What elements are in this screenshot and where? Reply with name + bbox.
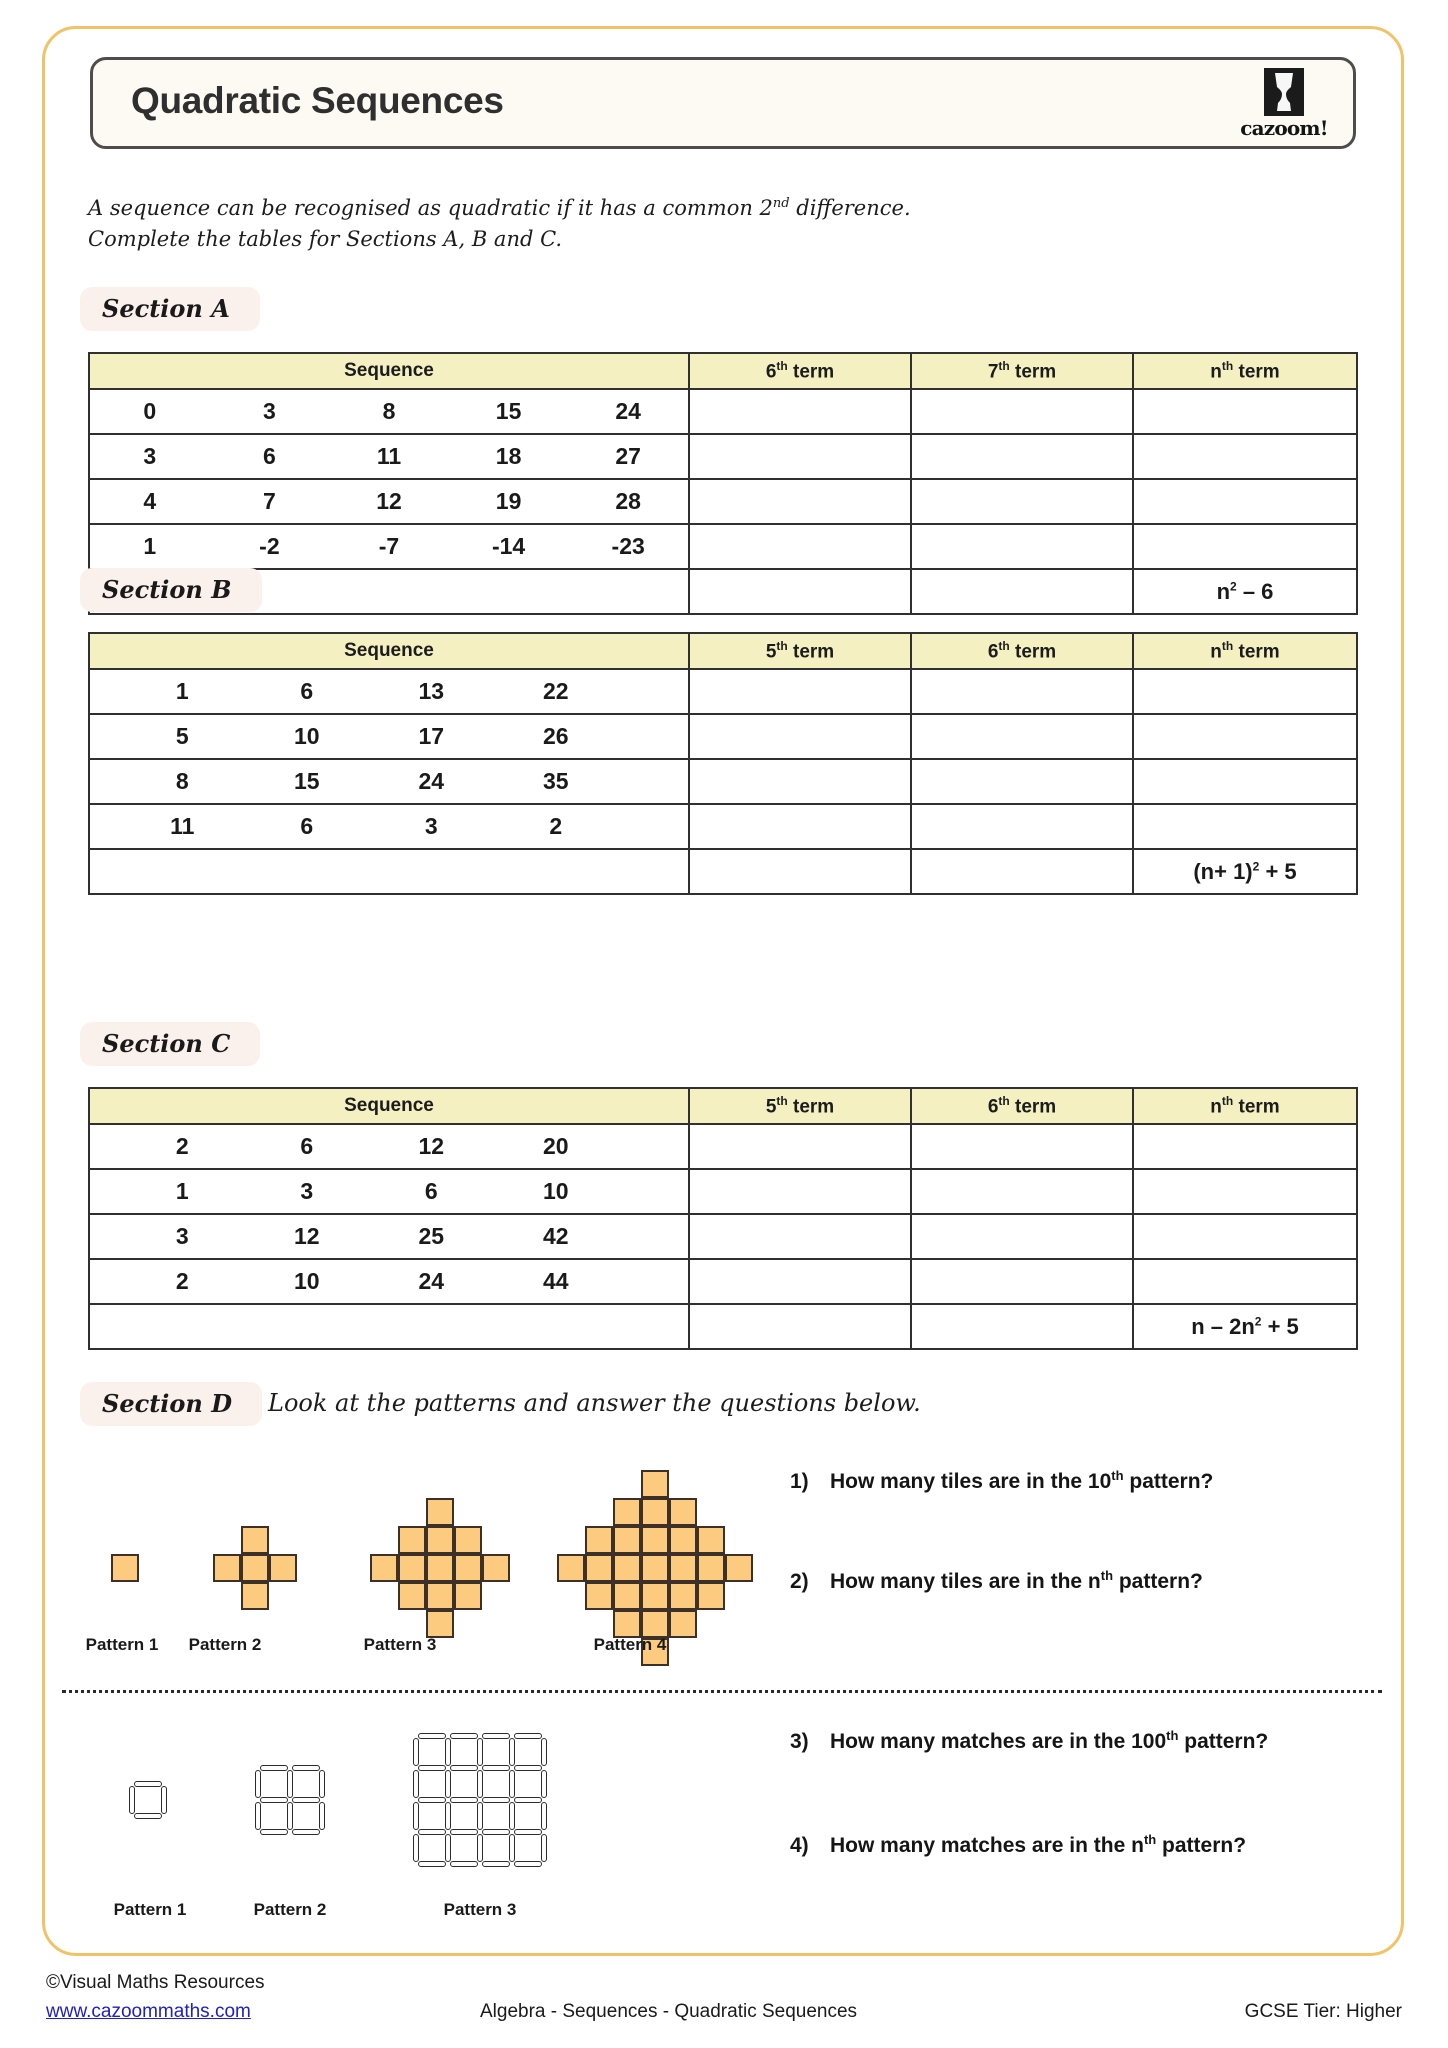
- cazoom-logo-text: cazoom!: [1240, 116, 1328, 140]
- matchstick-horizontal: [514, 1733, 542, 1739]
- pattern-tile: [482, 1554, 510, 1582]
- intro-line-1-sup: nd: [772, 196, 790, 211]
- seq-term: 35: [542, 768, 569, 794]
- matchstick-vertical: [255, 1770, 261, 1798]
- table-row-given-nth: [89, 569, 1357, 614]
- answer-cell-7th[interactable]: [911, 479, 1133, 524]
- pattern-tile: [241, 1526, 269, 1554]
- seq-term: 2: [175, 1133, 189, 1159]
- pattern-tile: [213, 1554, 241, 1582]
- question-1: [790, 1468, 1213, 1494]
- pattern-tile: [454, 1526, 482, 1554]
- pattern-tile: [370, 1554, 398, 1582]
- header-nth-term: $n^{th}$ term: [1133, 633, 1357, 669]
- seq-term: 22: [542, 678, 569, 704]
- matchstick-horizontal: [292, 1797, 320, 1803]
- tile-pattern-caption-1: Pattern 1: [85, 1635, 159, 1654]
- hourglass-glyph: [1264, 68, 1304, 116]
- question-3-number: 3): [790, 1730, 809, 1753]
- pattern-tile: [585, 1526, 613, 1554]
- pattern-tile: [426, 1554, 454, 1582]
- matchstick-vertical: [509, 1834, 515, 1862]
- question-4: [790, 1832, 1246, 1858]
- seq-term: 12: [293, 1223, 320, 1249]
- question-4-text-a: How many matches are in the n: [830, 1834, 1144, 1857]
- question-3-text-a: How many matches are in the 100: [830, 1730, 1167, 1753]
- answer-cell-7th[interactable]: [911, 569, 1133, 614]
- table-row-given-nth: [89, 1304, 1357, 1349]
- answer-cell-nth[interactable]: [1133, 1169, 1357, 1214]
- table-header-row: [89, 633, 1357, 669]
- sequence-cell: [89, 524, 689, 569]
- seq-term: 8: [382, 398, 396, 424]
- matchstick-horizontal: [418, 1861, 446, 1867]
- cazoom-logo: [1237, 68, 1331, 146]
- given-nth-expression: $n - 2n^2 + 5$: [1133, 1304, 1357, 1349]
- seq-term: 11: [170, 813, 195, 839]
- answer-cell-6th[interactable]: [911, 759, 1133, 804]
- pattern-tile: [111, 1554, 139, 1582]
- matchstick-vertical: [287, 1802, 293, 1830]
- pattern-tile: [426, 1526, 454, 1554]
- seq-term: 3: [175, 1223, 189, 1249]
- answer-cell-6th[interactable]: [911, 1124, 1133, 1169]
- sequence-cell: [89, 1259, 689, 1304]
- answer-cell-6th[interactable]: [689, 389, 911, 434]
- page-footer: [0, 1968, 1448, 2048]
- pattern-tile: [454, 1582, 482, 1610]
- matchstick-horizontal: [418, 1829, 446, 1835]
- pattern-tile: [669, 1554, 697, 1582]
- match-pattern-caption-1: Pattern 1: [113, 1900, 187, 1919]
- matchstick-vertical: [509, 1738, 515, 1766]
- sequence-cell: [89, 1124, 689, 1169]
- pattern-tile: [725, 1554, 753, 1582]
- pattern-tile: [269, 1554, 297, 1582]
- table-row: [89, 804, 1357, 849]
- answer-cell-5th[interactable]: [689, 804, 911, 849]
- seq-term: 10: [542, 1178, 569, 1204]
- answer-cell-nth[interactable]: [1133, 1124, 1357, 1169]
- matchstick-vertical: [413, 1738, 419, 1766]
- matchstick-horizontal: [482, 1861, 510, 1867]
- pattern-tile: [398, 1582, 426, 1610]
- pattern-tile: [641, 1526, 669, 1554]
- answer-cell-6th[interactable]: [911, 669, 1133, 714]
- pattern-tile: [398, 1554, 426, 1582]
- seq-term: 18: [495, 443, 522, 469]
- section-divider: [62, 1690, 1382, 1693]
- seq-term: 6: [424, 1178, 438, 1204]
- answer-cell-6th[interactable]: [911, 1214, 1133, 1259]
- table-row: [89, 389, 1357, 434]
- seq-term: 10: [293, 1268, 320, 1294]
- section-label-c: Section C: [80, 1022, 260, 1066]
- seq-term: 25: [418, 1223, 445, 1249]
- matchstick-horizontal: [514, 1829, 542, 1835]
- matchstick-horizontal: [418, 1733, 446, 1739]
- matchstick-vertical: [477, 1738, 483, 1766]
- question-2-sup: th: [1100, 1568, 1114, 1583]
- seq-term: 26: [542, 723, 569, 749]
- matchstick-horizontal: [482, 1797, 510, 1803]
- matchstick-vertical: [255, 1802, 261, 1830]
- question-4-text-b: pattern?: [1156, 1834, 1247, 1857]
- matchstick-vertical: [319, 1802, 325, 1830]
- matchstick-vertical: [129, 1786, 135, 1814]
- header-5th-term: 5th term: [689, 633, 911, 669]
- header-6th-term: 6th term: [911, 633, 1133, 669]
- matchstick-horizontal: [134, 1781, 162, 1787]
- pattern-tile: [454, 1554, 482, 1582]
- answer-cell-6th[interactable]: [689, 479, 911, 524]
- sequence-cell-blank[interactable]: [89, 1304, 689, 1349]
- sequence-cell: [89, 804, 689, 849]
- answer-cell-5th[interactable]: [689, 1124, 911, 1169]
- seq-term: 24: [418, 768, 445, 794]
- answer-cell-nth[interactable]: [1133, 714, 1357, 759]
- pattern-tile: [241, 1554, 269, 1582]
- matchstick-horizontal: [482, 1765, 510, 1771]
- matchstick-horizontal: [514, 1861, 542, 1867]
- answer-cell-6th[interactable]: [689, 569, 911, 614]
- seq-term: 20: [542, 1133, 569, 1159]
- answer-cell-6th[interactable]: [911, 804, 1133, 849]
- table-row-given-nth: [89, 849, 1357, 894]
- answer-cell-5th[interactable]: [689, 714, 911, 759]
- seq-term: -2: [259, 533, 280, 559]
- header-7th-term: 7th term: [911, 353, 1133, 389]
- seq-term: -14: [491, 533, 526, 559]
- pattern-tile: [557, 1554, 585, 1582]
- matchstick-horizontal: [514, 1765, 542, 1771]
- matchstick-vertical: [287, 1770, 293, 1798]
- answer-cell-5th[interactable]: [689, 1169, 911, 1214]
- seq-term: 19: [495, 488, 522, 514]
- question-2: [790, 1568, 1203, 1594]
- sequence-cell: [89, 479, 689, 524]
- seq-term: 28: [615, 488, 641, 514]
- matchstick-vertical: [445, 1770, 451, 1798]
- table-row: [89, 759, 1357, 804]
- section-c-table: [88, 1087, 1358, 1350]
- pattern-tile: [641, 1582, 669, 1610]
- table-row: [89, 1169, 1357, 1214]
- question-2-text-a: How many tiles are in the n: [830, 1570, 1101, 1593]
- section-label-d: Section D: [80, 1382, 262, 1426]
- pattern-tile: [613, 1610, 641, 1638]
- question-1-sup: th: [1111, 1468, 1124, 1483]
- matchstick-vertical: [445, 1834, 451, 1862]
- seq-term: 7: [262, 488, 276, 514]
- answer-cell-6th[interactable]: [911, 714, 1133, 759]
- sequence-cell: [89, 1169, 689, 1214]
- header-6th-term: 6th term: [911, 1088, 1133, 1124]
- pattern-tile: [697, 1526, 725, 1554]
- pattern-tile: [426, 1498, 454, 1526]
- tile-pattern-caption-4: Pattern 4: [593, 1635, 667, 1654]
- seq-term: 2: [549, 813, 563, 839]
- seq-term: 6: [262, 443, 276, 469]
- table-row: [89, 524, 1357, 569]
- matchstick-vertical: [413, 1802, 419, 1830]
- match-pattern-caption-2: Pattern 2: [253, 1900, 327, 1919]
- sequence-cell: [89, 669, 689, 714]
- sequence-cell: [89, 714, 689, 759]
- answer-cell-5th[interactable]: [689, 1214, 911, 1259]
- table-row: [89, 1124, 1357, 1169]
- matchstick-horizontal: [260, 1797, 288, 1803]
- page-title: Quadratic Sequences: [131, 80, 504, 121]
- table-row: [89, 669, 1357, 714]
- matchstick-vertical: [477, 1834, 483, 1862]
- matchstick-vertical: [509, 1802, 515, 1830]
- seq-term: -23: [611, 533, 645, 559]
- intro-line-2: Complete the tables for Sections A, B and C.: [88, 227, 563, 251]
- sequence-cell: [89, 434, 689, 479]
- pattern-tile: [613, 1582, 641, 1610]
- answer-cell-nth[interactable]: [1133, 479, 1357, 524]
- answer-cell-nth[interactable]: [1133, 669, 1357, 714]
- answer-cell-nth[interactable]: [1133, 389, 1357, 434]
- question-3: [790, 1728, 1268, 1754]
- matchstick-horizontal: [292, 1765, 320, 1771]
- matchstick-horizontal: [418, 1765, 446, 1771]
- section-a-table: [88, 352, 1358, 615]
- section-label-b: Section B: [80, 568, 262, 612]
- answer-cell-nth[interactable]: [1133, 434, 1357, 479]
- answer-cell-5th[interactable]: [689, 1304, 911, 1349]
- answer-cell-7th[interactable]: [911, 389, 1133, 434]
- pattern-tile: [241, 1582, 269, 1610]
- intro-line-1a: A sequence can be recognised as quadratic if it has a common 2: [88, 196, 773, 220]
- question-2-text-b: pattern?: [1113, 1570, 1203, 1593]
- answer-cell-nth[interactable]: [1133, 804, 1357, 849]
- sequence-cell-blank[interactable]: [89, 849, 689, 894]
- answer-cell-6th[interactable]: [911, 1169, 1133, 1214]
- given-nth-expression: $n^2 - 6$: [1133, 569, 1357, 614]
- header-6th-term: 6th term: [689, 353, 911, 389]
- answer-cell-nth[interactable]: [1133, 1214, 1357, 1259]
- intro-text: [88, 188, 1188, 255]
- question-4-number: 4): [790, 1834, 809, 1857]
- pattern-tile: [585, 1554, 613, 1582]
- matchstick-horizontal: [134, 1813, 162, 1819]
- table-header-row: [89, 1088, 1357, 1124]
- matchstick-horizontal: [482, 1829, 510, 1835]
- seq-term: 24: [615, 398, 641, 424]
- matchstick-vertical: [541, 1834, 547, 1862]
- matchstick-horizontal: [514, 1797, 542, 1803]
- seq-term: 13: [418, 678, 445, 704]
- seq-term: 6: [300, 1133, 314, 1159]
- seq-term: 15: [293, 768, 320, 794]
- pattern-tile: [641, 1610, 669, 1638]
- seq-term: 2: [175, 1268, 189, 1294]
- answer-cell-5th[interactable]: [689, 1259, 911, 1304]
- seq-term: 1: [143, 533, 157, 559]
- pattern-tile: [697, 1582, 725, 1610]
- intro-line-1b: difference.: [789, 196, 911, 220]
- answer-cell-7th[interactable]: [911, 524, 1133, 569]
- seq-term: 27: [615, 443, 641, 469]
- seq-term: 1: [175, 1178, 189, 1204]
- tile-pattern-caption-2: Pattern 2: [188, 1635, 262, 1654]
- match-pattern-caption-3: Pattern 3: [443, 1900, 517, 1919]
- answer-cell-nth[interactable]: [1133, 759, 1357, 804]
- matchstick-horizontal: [450, 1765, 478, 1771]
- seq-term: 17: [418, 723, 445, 749]
- seq-term: 4: [143, 488, 157, 514]
- pattern-tile: [641, 1498, 669, 1526]
- table-header-row: [89, 353, 1357, 389]
- matchstick-vertical: [413, 1834, 419, 1862]
- question-1-number: 1): [790, 1470, 809, 1493]
- matchstick-horizontal: [260, 1829, 288, 1835]
- table-row: [89, 479, 1357, 524]
- footer-topic: Algebra - Sequences - Quadratic Sequences: [480, 2001, 858, 2022]
- matchstick-vertical: [541, 1770, 547, 1798]
- sequence-cell: [89, 1214, 689, 1259]
- pattern-tile: [669, 1498, 697, 1526]
- sequence-cell: [89, 759, 689, 804]
- seq-term: 12: [418, 1133, 445, 1159]
- pattern-tile: [426, 1582, 454, 1610]
- seq-term: 6: [300, 678, 314, 704]
- matchstick-vertical: [161, 1786, 167, 1814]
- matchstick-vertical: [477, 1802, 483, 1830]
- given-nth-expression: $(n+ 1)^2 + 5$: [1133, 849, 1357, 894]
- seq-term: 44: [542, 1268, 569, 1294]
- matchstick-horizontal: [482, 1733, 510, 1739]
- answer-cell-7th[interactable]: [911, 434, 1133, 479]
- seq-term: 3: [262, 398, 276, 424]
- section-b-table: [88, 632, 1358, 895]
- matchstick-horizontal: [292, 1829, 320, 1835]
- footer-url-link[interactable]: www.cazoommaths.com: [46, 2001, 251, 2022]
- footer-tier: GCSE Tier: Higher: [1244, 2001, 1402, 2022]
- table-row: [89, 714, 1357, 759]
- matchstick-horizontal: [450, 1797, 478, 1803]
- seq-term: 3: [424, 813, 438, 839]
- answer-cell-5th[interactable]: [689, 849, 911, 894]
- pattern-tile: [398, 1526, 426, 1554]
- seq-term: 11: [376, 443, 402, 469]
- header-5th-term: 5th term: [689, 1088, 911, 1124]
- header-nth-term: $n^{th}$ term: [1133, 353, 1357, 389]
- matchstick-vertical: [319, 1770, 325, 1798]
- answer-cell-6th[interactable]: [689, 434, 911, 479]
- pattern-tile: [669, 1582, 697, 1610]
- question-4-sup: th: [1143, 1832, 1157, 1847]
- seq-term: 8: [175, 768, 189, 794]
- seq-term: 3: [143, 443, 157, 469]
- matchstick-vertical: [413, 1770, 419, 1798]
- header-nth-term: $n^{th}$ term: [1133, 1088, 1357, 1124]
- seq-term: 1: [175, 678, 189, 704]
- seq-term: 10: [293, 723, 320, 749]
- matchstick-horizontal: [450, 1861, 478, 1867]
- footer-copyright: ©Visual Maths Resources: [46, 1972, 265, 1993]
- pattern-tile: [697, 1554, 725, 1582]
- pattern-tile: [613, 1526, 641, 1554]
- seq-term: 24: [418, 1268, 445, 1294]
- section-label-a: Section A: [80, 287, 260, 331]
- answer-cell-5th[interactable]: [689, 669, 911, 714]
- header-sequence: Sequence: [89, 1088, 689, 1124]
- pattern-tile: [426, 1610, 454, 1638]
- answer-cell-6th[interactable]: [911, 1259, 1133, 1304]
- seq-term: 15: [495, 398, 522, 424]
- answer-cell-6th[interactable]: [689, 524, 911, 569]
- seq-term: -7: [378, 533, 400, 559]
- pattern-tile: [613, 1498, 641, 1526]
- matchstick-vertical: [541, 1738, 547, 1766]
- question-1-text-a: How many tiles are in the 10: [830, 1470, 1112, 1493]
- seq-term: 6: [300, 813, 314, 839]
- header-sequence: Sequence: [89, 633, 689, 669]
- matchstick-horizontal: [450, 1829, 478, 1835]
- answer-cell-nth[interactable]: [1133, 524, 1357, 569]
- matchstick-horizontal: [418, 1797, 446, 1803]
- matchstick-horizontal: [450, 1733, 478, 1739]
- pattern-tile: [641, 1554, 669, 1582]
- matchstick-vertical: [445, 1738, 451, 1766]
- cazoom-hourglass-icon: [1264, 68, 1304, 116]
- question-3-text-b: pattern?: [1178, 1730, 1269, 1753]
- matchstick-vertical: [509, 1770, 515, 1798]
- question-3-sup: th: [1166, 1728, 1179, 1743]
- matchstick-vertical: [541, 1802, 547, 1830]
- seq-term: 3: [300, 1178, 314, 1204]
- sequence-cell: [89, 389, 689, 434]
- header-sequence: Sequence: [89, 353, 689, 389]
- pattern-tile: [641, 1470, 669, 1498]
- answer-cell-5th[interactable]: [689, 759, 911, 804]
- answer-cell-6th[interactable]: [911, 1304, 1133, 1349]
- section-d-prompt: Look at the patterns and answer the questions below.: [268, 1389, 921, 1417]
- seq-term: 12: [376, 488, 402, 514]
- pattern-tile: [669, 1610, 697, 1638]
- worksheet-header-box: [90, 57, 1356, 149]
- question-1-text-b: pattern?: [1123, 1470, 1214, 1493]
- tile-pattern-caption-3: Pattern 3: [363, 1635, 437, 1654]
- pattern-tile: [669, 1526, 697, 1554]
- table-row: [89, 1259, 1357, 1304]
- matchstick-vertical: [477, 1770, 483, 1798]
- pattern-tile: [585, 1582, 613, 1610]
- pattern-tile: [613, 1554, 641, 1582]
- matchstick-vertical: [445, 1802, 451, 1830]
- table-row: [89, 1214, 1357, 1259]
- seq-term: 0: [143, 398, 157, 424]
- table-row: [89, 434, 1357, 479]
- answer-cell-nth[interactable]: [1133, 1259, 1357, 1304]
- seq-term: 5: [175, 723, 189, 749]
- matchstick-horizontal: [260, 1765, 288, 1771]
- seq-term: 42: [542, 1223, 569, 1249]
- question-2-number: 2): [790, 1570, 809, 1593]
- answer-cell-6th[interactable]: [911, 849, 1133, 894]
